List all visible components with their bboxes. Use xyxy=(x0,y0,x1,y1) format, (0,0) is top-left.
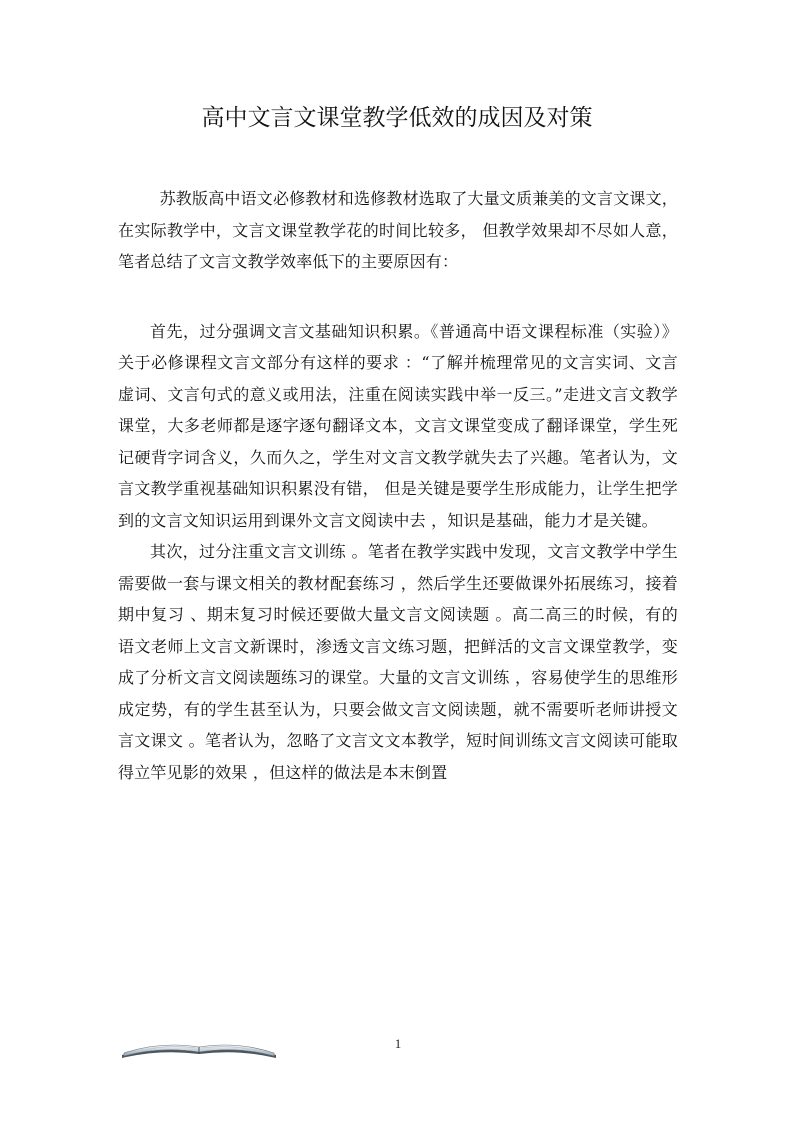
open-book-icon xyxy=(120,1037,278,1059)
document-body xyxy=(118,183,678,788)
paragraph-second-reason: 其次，过分注重文言文训练 。笔者在教学实践中发现，文言文教学中学生需要做一套与课文相关的教材配套练习 ，然后学生还要做课外拓展练习，接着期中复习 、期末复习时候还要做大量文言文阅读题 。高二高三的时候，有的语文老师上文言文新课时，渗透文言文练习题，把鲜活的文言文课堂教学，变成了分析文言文阅读题练习的课堂。大量的文言文训练 ，容易使学生的思维形成定势，有的学生甚至认为，只要会做文言文阅读题，就不需要听老师讲授文言文课文 。笔者认为，忽略了文言文文本教学，短时间训练文言文阅读可能取得立竿见影的效果 ，但这样的做法是本末倒置 xyxy=(118,542,678,782)
paragraph-intro: 苏教版高中语文必修教材和选修教材选取了大量文质兼美的文言文课文，在实际教学中，文言文课堂教学花的时间比较多， 但教学效果却不尽如人意，笔者总结了文言文教学效率低下的主要原因有： xyxy=(118,189,678,271)
paragraph-first-reason: 首先，过分强调文言文基础知识积累。《普通高中语文课程标准（实验）》关于必修课程文言文部分有这样的要求 ：“了解并梳理常见的文言实词、文言虚词、文言句式的意义或用法，注重在阅读实践中举一反三。”走进文言文教学课堂，大多老师都是逐字逐句翻译文本，文言文课堂变成了翻译课堂，学生死记硬背字词含义，久而久之，学生对文言文教学就失去了兴趣。笔者认为，文言文教学重视基础知识积累没有错， 但是关键是要学生形成能力，让学生把学到的文言文知识运用到课外文言文阅读中去 ，知识是基础，能力才是关键。 xyxy=(118,321,678,530)
document-title: 高中文言文课堂教学低效的成因及对策 xyxy=(201,105,593,131)
page-number: 1 xyxy=(394,1036,402,1051)
